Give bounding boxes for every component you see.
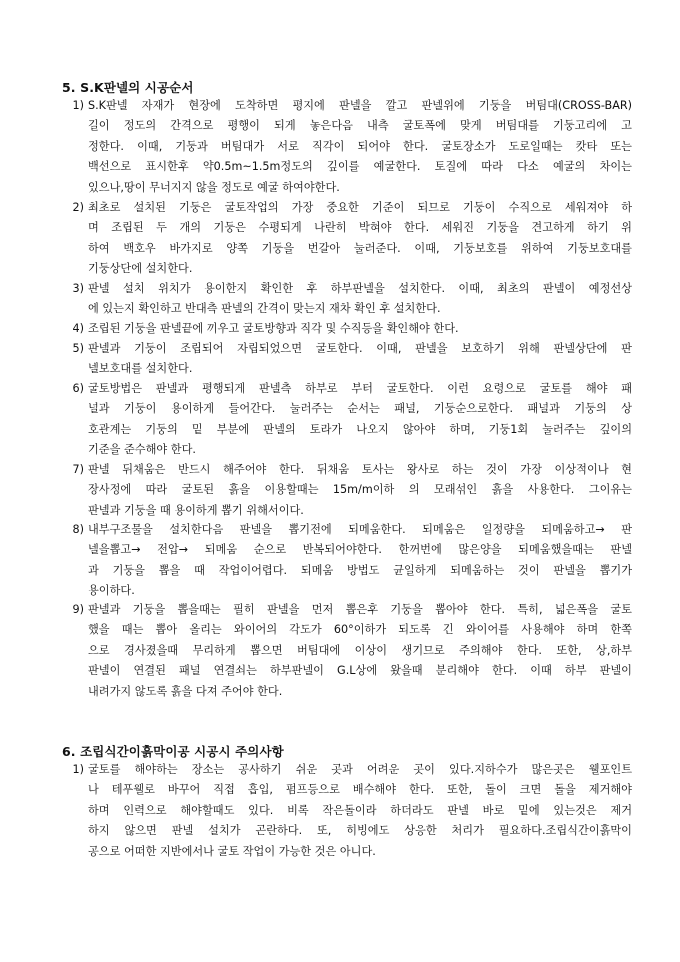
item-text-line: 넬을뽑고→ 전압→ 되메움 순으로 반복되어야한다. 한꺼번에 많은양을 되메움했을때는 판넬 <box>88 543 632 557</box>
item-number: 5) <box>72 342 84 355</box>
item-text-line: 조립된 기둥을 판넬끝에 끼우고 굴토방향과 직각 및 수직등을 확인해야 한다. <box>88 322 459 335</box>
item-text-line: 백선으로 표시한후 약0.5m~1.5m정도의 깊이를 예굴한다. 토질에 따라 다소 예굴의 차이는 <box>88 160 632 174</box>
item-text-line: 판넬 뒤채움은 반드시 해주어야 한다. 뒤채움 토사는 왕사로 하는 것이 가장 이상적이나 현 <box>88 463 632 476</box>
item-text-line: 하지 않으면 판넬 설치가 곤란하다. 또, 히빙에도 상응한 처리가 필요하다.조립식간이흙막이 <box>88 824 632 838</box>
item-text-line: 내부구조물을 설치한다음 판넬을 뽑기전에 되메움한다. 되메움은 일정량을 되메움하고→ 판 <box>88 523 632 536</box>
item-text-line: 호관계는 기둥의 밑 부분에 판넬의 토라가 나오지 않아야 하며, 기둥1회 눌러주는 깊이의 <box>88 422 632 436</box>
item-text-line: 있으나,땅이 무너지지 않을 정도로 예굴 하여야한다. <box>88 180 340 194</box>
item-text-line: 장사정에 따라 굴토된 흙을 이용할때는 15m/m이하 의 모래섞인 흙을 사용한다. 그이유는 <box>88 483 632 497</box>
item-text-line: 과 기둥을 뽑을 때 작업이어렵다. 되메움 방법도 균일하게 되메움하는 것이 판넬을 뽑기가 <box>88 563 632 577</box>
item-text-line: 며 조립된 두 개의 기둥은 수평되게 나란히 박혀야 한다. 세워진 기둥을 견고하게 하기 위 <box>88 221 632 235</box>
item-number: 8) <box>72 523 84 536</box>
item-number: 1) <box>72 99 84 112</box>
item-number: 1) <box>72 763 84 776</box>
item-text-line: 용이하다. <box>88 584 135 598</box>
item-number: 9) <box>72 603 84 616</box>
item-text-line: 공으로 어떠한 지반에서나 굴토 작업이 가능한 것은 아니다. <box>88 844 376 858</box>
item-text-line: 했을 때는 뽑아 올리는 와이어의 각도가 60°이하가 되도록 긴 와이어를 사용해야 하며 한쪽 <box>88 623 632 637</box>
item-text-line: 굴토방법은 판넬과 평행되게 판넬측 하부로 부터 굴토한다. 이런 요령으로 굴토를 해야 패 <box>88 382 632 395</box>
item-number: 6) <box>72 382 84 395</box>
item-text-line: 하여 백호우 바가지로 양쪽 기둥을 번갈아 눌러준다. 이때, 기둥보호를 위하여 기둥보호대를 <box>88 241 632 255</box>
item-text-line: 최초로 설치된 기둥은 굴토작업의 가장 중요한 기준이 되므로 기둥이 수직으로 세워져야 하 <box>88 201 632 214</box>
item-text-line: S.K판넬 자재가 현장에 도착하면 평지에 판넬을 깔고 판넬위에 기둥을 버팀대(CROSS-BAR) <box>88 99 632 112</box>
item-text-line: 에 있는지 확인하고 반대측 판넬의 간격이 맞는지 재차 확인 후 설치한다. <box>88 302 441 316</box>
item-text-line: 기둥상단에 설치한다. <box>88 262 193 276</box>
item-text-line: 판넬과 기둥이 조립되어 자립되었으면 굴토한다. 이때, 판넬을 보호하기 위해 판넬상단에 판 <box>88 342 632 355</box>
item-number: 2) <box>72 201 84 214</box>
item-text-line: 넬보호대를 설치한다. <box>88 362 193 376</box>
item-number: 3) <box>72 282 84 295</box>
item-text-line: 정한다. 이때, 기둥과 버팀대가 서로 직각이 되어야 한다. 굴토장소가 도로일때는 캇타 또는 <box>88 139 632 153</box>
item-text-line: 내려가지 않도록 흙을 다져 주어야 한다. <box>88 684 283 698</box>
item-text-line: 나 테푸웰로 바꾸어 직접 흡입, 펌프등으로 배수해야 한다. 또한, 돌이 크면 돌을 제거해야 <box>88 783 632 797</box>
item-text-line: 하며 인력으로 해야할때도 있다. 비록 작은돌이라 하더라도 판넬 바로 밑에 있는것은 제거 <box>88 803 632 817</box>
item-text-line: 판넬과 기둥을 때 용이하게 뽑기 위해서이다. <box>88 503 304 517</box>
item-number: 4) <box>72 322 84 335</box>
item-text-line: 널과 기둥이 용이하게 들어간다. 눌러주는 순서는 패널, 기둥순으로한다. 패널과 기둥의 상 <box>88 402 632 416</box>
item-text-line: 굴토를 해야하는 장소는 공사하기 쉬운 곳과 어려운 곳이 있다.지하수가 많은곳은 웰포인트 <box>88 763 632 776</box>
item-number: 7) <box>72 463 84 476</box>
section-title: 6. 조립식간이흙막이공 시공시 주의사항 <box>62 744 284 759</box>
item-text-line: 판넬이 연결된 패널 연결쇠는 하부판넬이 G.L상에 왔을때 분리해야 한다. 이때 하부 판넬이 <box>88 664 632 678</box>
item-text-line: 기준을 준수해야 한다. <box>88 443 196 457</box>
item-text-line: 으로 경사졌을때 무리하게 뽑으면 버팀대에 이상이 생기므로 주의해야 한다. 또한, 상,하부 <box>88 643 632 657</box>
item-text-line: 판넬 설치 위치가 용이한지 확인한 후 하부판넬을 설치한다. 이때, 최초의 판넬이 예정선상 <box>88 282 632 295</box>
section-title: 5. S.K판넬의 시공순서 <box>62 80 194 95</box>
item-text-line: 길이 정도의 간격으로 평행이 되게 놓은다음 내측 굴토폭에 맞게 버팀대를 기둥고리에 고 <box>88 119 632 133</box>
item-text-line: 판넬과 기둥을 뽑을때는 필히 판넬을 먼저 뽑은후 기둥을 뽑아야 한다. 특히, 넓은폭을 굴토 <box>88 603 632 616</box>
